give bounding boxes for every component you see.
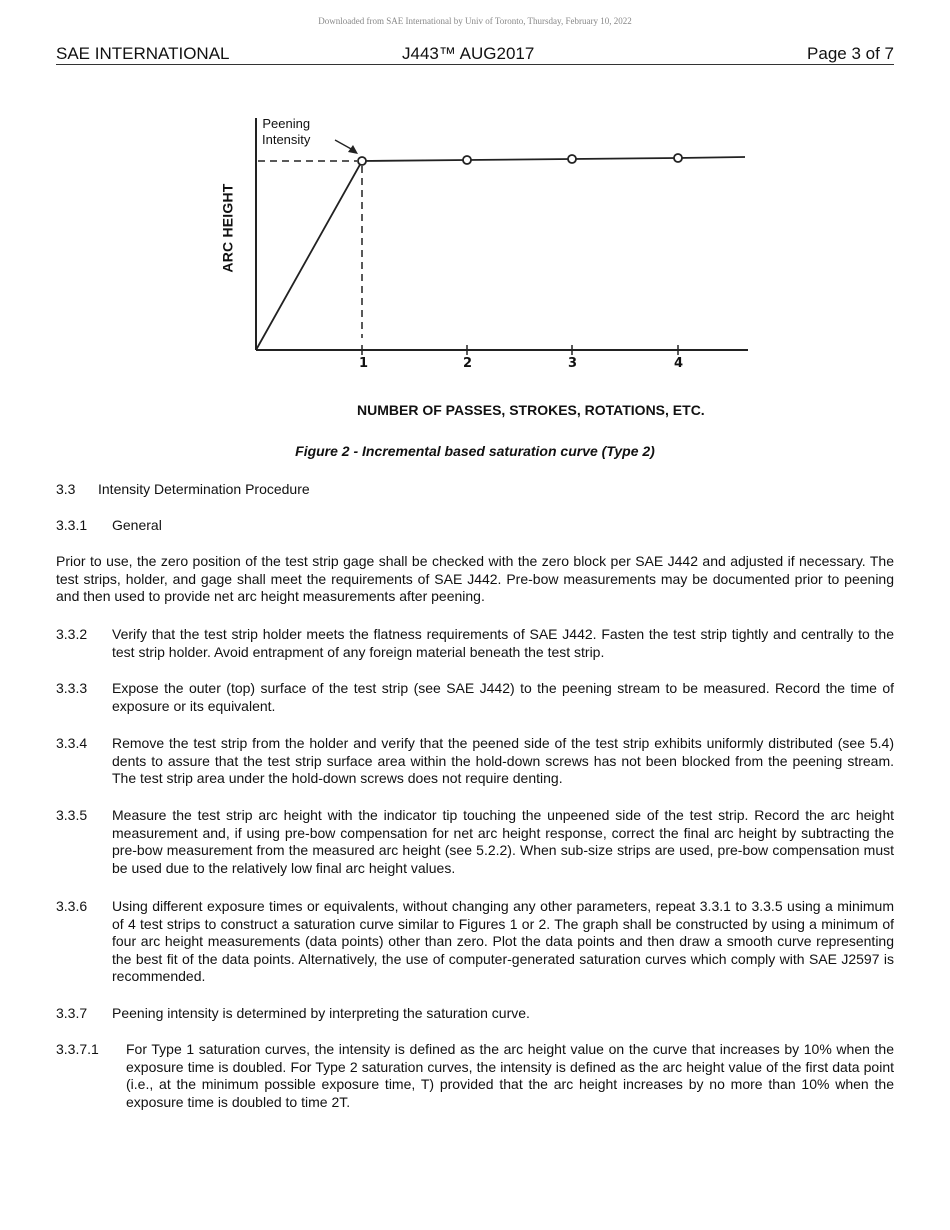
section-number: 3.3.2 xyxy=(56,626,88,642)
section-heading-3-3 xyxy=(56,481,310,497)
section-number: 3.3.4 xyxy=(56,735,88,751)
paragraph-3-3-1 xyxy=(56,553,894,606)
paragraph-3-3-3 xyxy=(56,680,894,715)
section-title: General xyxy=(112,517,162,533)
x-tick-label: 3 xyxy=(568,356,578,371)
section-number: 3.3 xyxy=(56,481,76,497)
chart-plot xyxy=(200,100,770,430)
section-number: 3.3.7.1 xyxy=(56,1041,99,1057)
paragraph-3-3-4 xyxy=(56,735,894,788)
paragraph-text: Using different exposure times or equivalents, without changing any other parameters, repeat 3.3.1 to 3.3.5 using a minimum of 4 test strips to construct a saturation curve similar to Figures 1 or 2. The graph shall be constructed by using a minimum of four arc height measurements (data points) other than zero. Plot the data points and then draw a smooth curve representing the best fit of the data points. Alternatively, the use of computer-generated saturation curves which comply with SAE J2597 is recommended. xyxy=(112,898,894,984)
annotation-line-2: Intensity xyxy=(262,132,311,147)
arrowhead-icon xyxy=(348,145,358,154)
section-title: Intensity Determination Procedure xyxy=(98,481,310,497)
paragraph-3-3-7-1 xyxy=(56,1041,894,1111)
saturation-curve-chart xyxy=(200,100,770,430)
paragraph-3-3-7 xyxy=(56,1005,894,1023)
annotation-line-1: Peening xyxy=(262,116,311,131)
section-number: 3.3.1 xyxy=(56,517,88,533)
paragraph-text: Expose the outer (top) surface of the test strip (see SAE J442) to the peening stream to be measured. Record the time of exposure or its equivalent. xyxy=(112,680,894,714)
data-point-marker xyxy=(674,154,682,162)
paragraph-text: Prior to use, the zero position of the test strip gage shall be checked with the zero block per SAE J442 and adjusted if necessary. The test strips, holder, and gage shall meet the requirements of SAE J442. Pre-bow measurements may be documented prior to peening and then used to provide net arc height measurements after peening. xyxy=(56,553,894,604)
page-number: Page 3 of 7 xyxy=(807,44,894,63)
data-point-marker xyxy=(568,155,576,163)
paragraph-text: Verify that the test strip holder meets the flatness requirements of SAE J442. Fasten the test strip tightly and centrally to the test strip holder. Avoid entrapment of any foreign material beneath the test strip. xyxy=(112,626,894,660)
paragraph-3-3-2 xyxy=(56,626,894,661)
section-number: 3.3.3 xyxy=(56,680,88,696)
annotation-arrow xyxy=(335,140,353,150)
download-watermark: Downloaded from SAE International by Univ of Toronto, Thursday, February 10, 2022 xyxy=(318,16,632,26)
section-number: 3.3.5 xyxy=(56,807,88,823)
section-heading-3-3-1 xyxy=(56,517,162,533)
section-number: 3.3.7 xyxy=(56,1005,88,1021)
paragraph-text: Remove the test strip from the holder and verify that the peened side of the test strip exhibits uniformly distributed (see 5.4) dents to assure that the test strip surface area within the hold-down screws has not been blocked from the peening stream. The test strip area under the hold-down screws does not require denting. xyxy=(112,735,894,786)
x-tick-label: 4 xyxy=(674,356,684,371)
paragraph-text: For Type 1 saturation curves, the intensity is defined as the arc height value on the curve that increases by 10% when the exposure time is doubled. For Type 2 saturation curves, the intensity is defined as the arc height value of the first data point (i.e., at the minimum possible exposure time, T) provided that the arc height increases by no more than 10% when the exposure time is doubled to time 2T. xyxy=(126,1041,894,1110)
paragraph-text: Peening intensity is determined by interpreting the saturation curve. xyxy=(112,1005,530,1021)
figure-caption: Figure 2 - Incremental based saturation curve (Type 2) xyxy=(295,443,655,459)
section-number: 3.3.6 xyxy=(56,898,88,914)
page-header xyxy=(56,44,894,65)
x-axis-label: NUMBER OF PASSES, STROKES, ROTATIONS, ETC. xyxy=(357,402,705,418)
document-id: J443™ AUG2017 xyxy=(402,44,535,63)
paragraph-3-3-6 xyxy=(56,898,894,986)
paragraph-text: Measure the test strip arc height with the indicator tip touching the unpeened side of the test strip. Record the arc height measurement and, if using pre-bow compensation for net arc height response, correct the final arc height by subtracting the pre-bow measurement from the measured arc height (see 5.2.2). When sub-size strips are used, pre-bow compensation must be used due to the relatively low final arc height values. xyxy=(112,807,894,876)
x-tick-label: 1 xyxy=(359,356,369,371)
x-tick-label: 2 xyxy=(463,356,473,371)
saturation-curve xyxy=(256,157,745,350)
peening-intensity-annotation xyxy=(262,116,310,148)
publisher-name: SAE INTERNATIONAL xyxy=(56,44,230,63)
data-point-marker xyxy=(358,157,366,165)
paragraph-3-3-5 xyxy=(56,807,894,877)
data-point-marker xyxy=(463,156,471,164)
y-axis-label: ARC HEIGHT xyxy=(219,183,236,273)
